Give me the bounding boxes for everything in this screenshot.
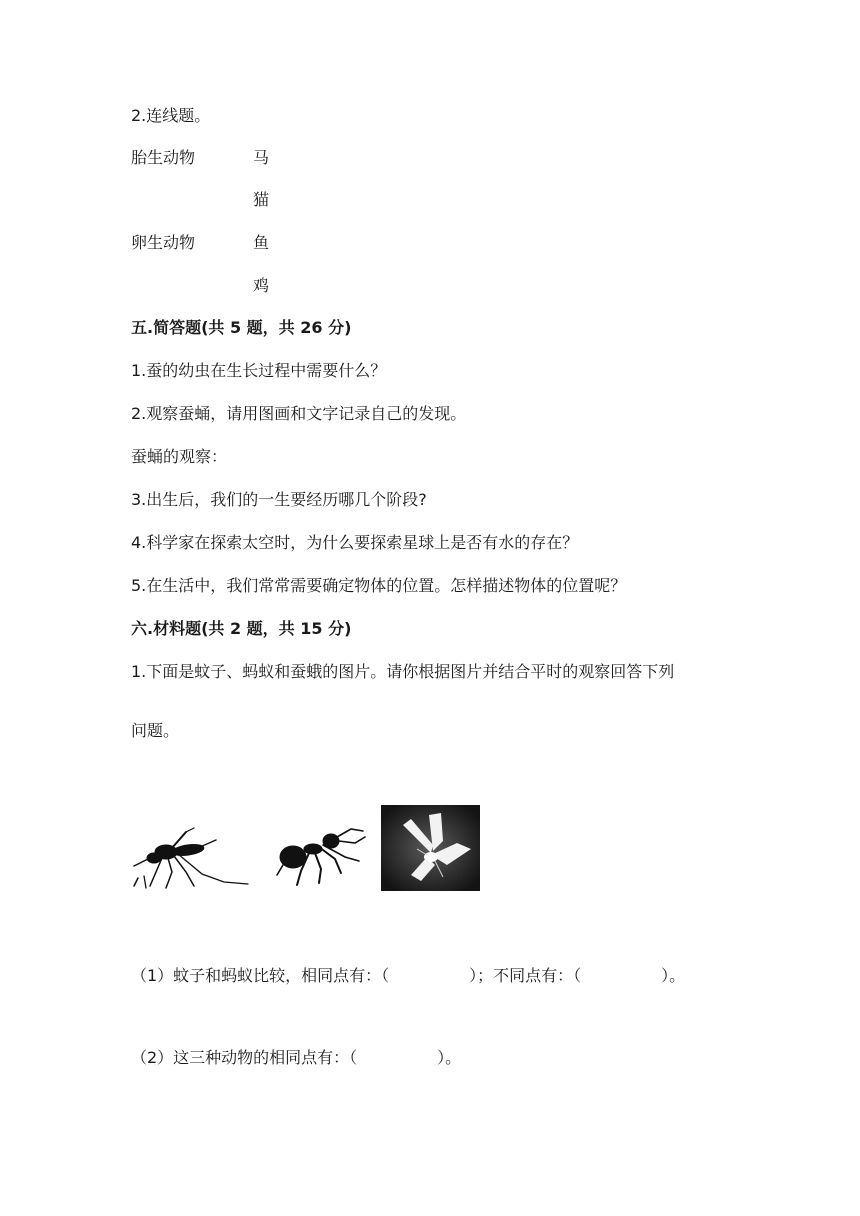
matching-right-cat: 猫	[253, 190, 270, 209]
matching-question-heading: 2.连线题。	[131, 106, 211, 125]
matching-left-viviparous: 胎生动物	[131, 148, 196, 167]
section5-title: 五.简答题(共 5 题，共 26 分)	[131, 318, 352, 337]
section5-question-2-sub: 蚕蛹的观察：	[131, 447, 228, 466]
section6-subquestion-1: （1）蚊子和蚂蚁比较，相同点有：（ ）；不同点有：（ ）。	[131, 966, 686, 985]
section6-question-1-line1: 1.下面是蚊子、蚂蚁和蚕蛾的图片。请你根据图片并结合平时的观察回答下列	[131, 662, 675, 681]
matching-right-fish: 鱼	[253, 233, 270, 252]
section6-question-1-line2: 问题。	[131, 721, 180, 740]
section6-title: 六.材料题(共 2 题，共 15 分)	[131, 619, 352, 638]
section5-question-4: 4.科学家在探索太空时，为什么要探索星球上是否有水的存在？	[131, 533, 579, 552]
mosquito-icon	[128, 820, 258, 892]
section5-question-1: 1.蚕的幼虫在生长过程中需要什么？	[131, 361, 387, 380]
matching-right-horse: 马	[253, 148, 270, 167]
section6-subquestion-2: （2）这三种动物的相同点有：（ ）。	[131, 1048, 462, 1067]
silkmoth-icon	[381, 805, 480, 891]
matching-left-oviparous: 卵生动物	[131, 233, 196, 252]
matching-right-chicken: 鸡	[253, 276, 270, 295]
ant-image	[265, 825, 370, 889]
section5-question-2: 2.观察蚕蛹，请用图画和文字记录自己的发现。	[131, 404, 467, 423]
ant-icon	[265, 825, 370, 889]
silkmoth-image	[381, 805, 480, 891]
mosquito-image	[128, 820, 258, 892]
section5-question-5: 5.在生活中，我们常常需要确定物体的位置。怎样描述物体的位置呢？	[131, 576, 627, 595]
section5-question-3: 3.出生后，我们的一生要经历哪几个阶段?	[131, 490, 427, 509]
